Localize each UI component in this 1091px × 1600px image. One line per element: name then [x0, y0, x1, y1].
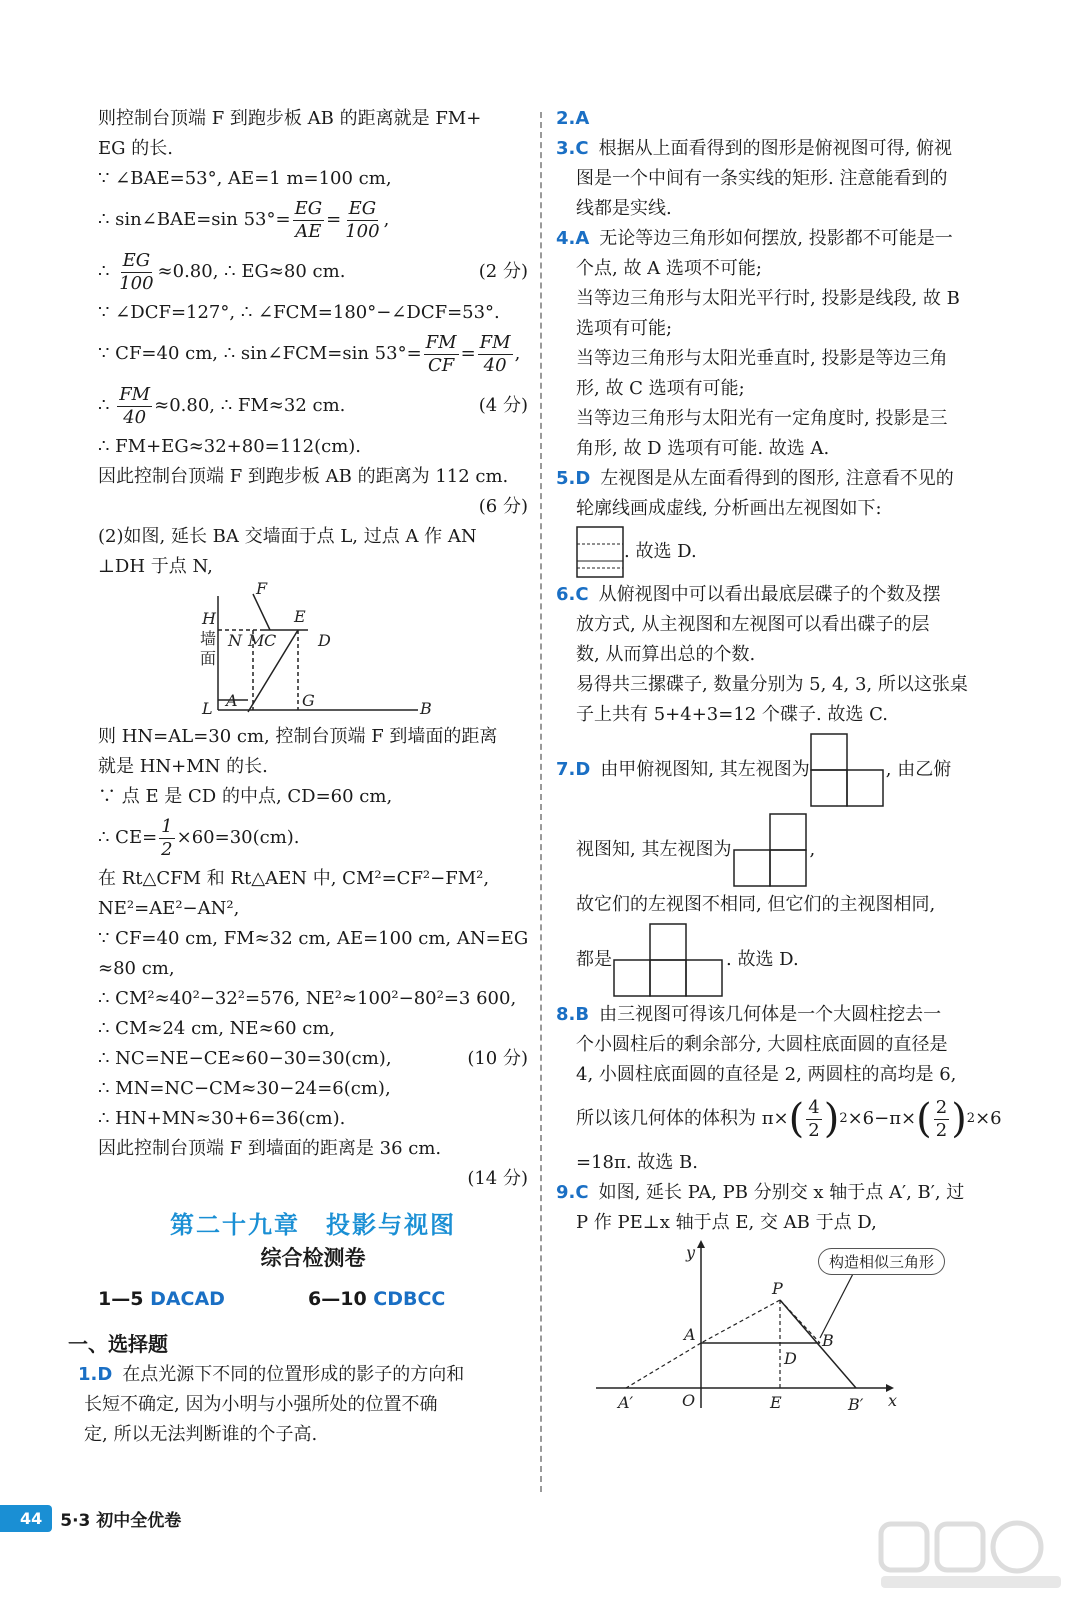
text-line: 轮廓线画成虚线, 分析画出左视图如下:	[576, 498, 882, 519]
label-L: L	[202, 699, 213, 718]
label-D: D	[784, 1349, 797, 1368]
question-2: 2.A	[556, 108, 590, 129]
text-line: ∴ FM+EG≈32+80=112(cm).	[98, 436, 362, 457]
text-line: 视图知, 其左视图为 ,	[556, 810, 1018, 890]
question-7: 7.D 由甲俯视图知, 其左视图为 , 由乙俯	[556, 730, 1018, 810]
text-line: P 作 PE⊥x 轴于点 E, 交 AB 于点 D,	[576, 1212, 877, 1233]
text-line: 长短不确定, 因为小明与小强所处的位置不确	[84, 1394, 438, 1415]
text-line: 形, 故 C 选项有可能;	[576, 378, 745, 399]
formula-line: ∴ sin∠BAE=sin 53°= $\frac{EG}{AE}$ = $\frac{EG}{100}$ ,	[98, 197, 390, 242]
answer-key	[98, 1284, 528, 1314]
watermark-logo-icon	[871, 1514, 1071, 1594]
fraction: $\frac{FM}{40}$	[479, 331, 511, 376]
text-line: =18π. 故选 B.	[576, 1152, 698, 1173]
formula-line: 所以该几何体的体积为 π× ( $\frac{4}{2}$ ) 2 ×6−π× ( $\frac{2}{2}$ ) 2 ×6	[576, 1096, 1002, 1142]
answer-group-1: 1—5 DACAD	[98, 1288, 225, 1310]
label-B: B	[420, 699, 432, 718]
label-N: N	[228, 631, 242, 650]
text-line: 当等边三角形与太阳光有一定角度时, 投影是三	[576, 408, 948, 429]
text-line: 则 HN=AL=30 cm, 控制台顶端 F 到墙面的距离	[98, 726, 498, 747]
text-line: ∵ ∠DCF=127°, ∴ ∠FCM=180°−∠DCF=53°.	[98, 302, 500, 323]
left-column	[68, 104, 529, 1450]
label-F: F	[256, 582, 268, 598]
question-5: 5.D 左视图是从左面看得到的图形, 注意看不见的	[556, 468, 954, 489]
label-H: H	[202, 609, 216, 628]
label-A: A	[226, 691, 238, 710]
text-line: 当等边三角形与太阳光垂直时, 投影是等边三角	[576, 348, 948, 369]
text-line: 角形, 故 D 选项有可能. 故选 A.	[576, 438, 830, 459]
text-line: ∵ ∠BAE=53°, AE=1 m=100 cm,	[98, 168, 392, 189]
score: (4 分)	[478, 395, 528, 416]
text-line: 选项有可能;	[576, 318, 673, 339]
text-line: ∴ MN=NC−CM≈30−24=6(cm),	[98, 1078, 391, 1099]
label-x: x	[888, 1391, 898, 1410]
label-P: P	[772, 1279, 783, 1298]
text-line: 线都是实线.	[576, 198, 672, 219]
text-line: 都是 . 故选 D.	[556, 920, 1018, 1000]
text-line: (2)如图, 延长 BA 交墙面于点 L, 过点 A 作 AN	[98, 526, 477, 547]
treadmill-figure	[98, 582, 528, 722]
fraction: $\frac{EG}{100}$	[345, 197, 380, 242]
formula-line: ∴ $\frac{EG}{100}$ ≈0.80, ∴ EG≈80 cm. (2 分)	[98, 246, 528, 298]
label-E: E	[770, 1393, 782, 1412]
label-wall-2: 面	[200, 649, 217, 668]
text-line: 就是 HN+MN 的长.	[98, 756, 268, 777]
label-A-prime: A′	[618, 1393, 634, 1412]
book-title: 5·3 初中全优卷	[60, 1510, 182, 1531]
left-view-figure	[576, 526, 624, 578]
text-line: ∴ CM≈24 cm, NE≈60 cm,	[98, 1018, 336, 1039]
label-B-prime: B′	[848, 1395, 864, 1414]
label-O: O	[682, 1391, 696, 1410]
text-line: 4, 小圆柱底面圆的直径是 2, 两圆柱的高均是 6,	[576, 1064, 957, 1085]
page-footer	[0, 1500, 260, 1536]
label-y: y	[686, 1243, 696, 1262]
label-G: G	[302, 691, 315, 710]
fraction: $\frac{EG}{100}$	[119, 249, 154, 294]
label-wall-1: 墙	[200, 629, 217, 648]
label-D: D	[318, 631, 331, 650]
main-view-grid	[612, 923, 726, 997]
question-9: 9.C 如图, 延长 PA, PB 分别交 x 轴于点 A′, B′, 过	[556, 1182, 965, 1203]
text-line: 当等边三角形与太阳光平行时, 投影是线段, 故 B	[576, 288, 960, 309]
text-line: 故它们的左视图不相同, 但它们的主视图相同,	[576, 894, 936, 915]
text-line: EG 的长.	[98, 138, 173, 159]
score: (2 分)	[478, 261, 528, 282]
fraction: $\frac{FM}{40}$	[119, 383, 151, 428]
text-line: 因此控制台顶端 F 到跑步板 AB 的距离为 112 cm.	[98, 466, 509, 487]
question-3: 3.C 根据从上面看得到的图形是俯视图可得, 俯视	[556, 138, 953, 159]
answer-group-2: 6—10 CDBCC	[308, 1288, 446, 1310]
callout-bubble: 构造相似三角形	[818, 1248, 945, 1275]
text-line: . 故选 D.	[556, 524, 1018, 580]
question-6: 6.C 从俯视图中可以看出最底层碟子的个数及摆	[556, 584, 941, 605]
formula-text: ∴ sin∠BAE=sin 53°=	[98, 209, 291, 230]
left-view-grid-a	[810, 733, 886, 807]
label-A: A	[684, 1325, 696, 1344]
text-line: 易得共三摞碟子, 数量分别为 5, 4, 3, 所以这张桌	[576, 674, 968, 695]
left-view-grid-b	[731, 813, 809, 887]
label-C: C	[264, 631, 277, 650]
formula-line: ∴ CE= $\frac{1}{2}$ ×60=30(cm).	[98, 815, 300, 860]
section-heading: 一、选择题	[68, 1332, 168, 1356]
question-4: 4.A 无论等边三角形如何摆放, 投影都不可能是一	[556, 228, 953, 249]
coordinate-figure	[556, 1238, 996, 1418]
formula-line: ∴ $\frac{FM}{40}$ ≈0.80, ∴ FM≈32 cm. (4 分)	[98, 380, 528, 432]
text-line: 个点, 故 A 选项不可能;	[576, 258, 762, 279]
text-line: 图是一个中间有一条实线的矩形. 注意能看到的	[576, 168, 948, 189]
chapter-title: 第二十九章 投影与视图	[170, 1211, 456, 1239]
score: (6 分)	[478, 496, 528, 517]
formula-line: ∵ CF=40 cm, ∴ sin∠FCM=sin 53°= $\frac{FM}{CF}$ = $\frac{FM}{40}$ ,	[98, 331, 521, 376]
text-line: 个小圆柱后的剩余部分, 大圆柱底面圆的直径是	[576, 1034, 948, 1055]
text-line: ∵ 点 E 是 CD 的中点, CD=60 cm,	[98, 786, 393, 807]
text-line: 放方式, 从主视图和左视图可以看出碟子的层	[576, 614, 930, 635]
label-M: M	[248, 631, 265, 650]
question-1: 1.D 在点光源下不同的位置形成的影子的方向和	[78, 1364, 465, 1385]
formula-line: ∴ NC=NE−CE≈60−30=30(cm), (10 分)	[98, 1044, 528, 1074]
page-number: 44	[0, 1505, 52, 1532]
text-line: ∴ CM²≈40²−32²=576, NE²≈100²−80²=3 600,	[98, 988, 517, 1009]
fraction: $\frac{1}{2}$	[161, 815, 173, 860]
text-line: NE²=AE²−AN²,	[98, 898, 240, 919]
text-line: 因此控制台顶端 F 到墙面的距离是 36 cm.	[98, 1138, 442, 1159]
text-line: ∵ CF=40 cm, FM≈32 cm, AE=100 cm, AN=EG	[98, 928, 529, 949]
chapter-subtitle: 综合检测卷	[260, 1246, 366, 1270]
text-line: 在 Rt△CFM 和 Rt△AEN 中, CM²=CF²−FM²,	[98, 868, 490, 889]
fraction: $\frac{FM}{CF}$	[425, 331, 457, 376]
text-line: ⊥DH 于点 N,	[98, 556, 213, 577]
text-line: 则控制台顶端 F 到跑步板 AB 的距离就是 FM+	[98, 108, 482, 129]
label-E: E	[294, 607, 306, 626]
fraction: $\frac{EG}{AE}$	[294, 197, 323, 242]
label-B: B	[822, 1331, 834, 1350]
right-column	[556, 104, 1018, 1418]
text-line: ∴ HN+MN≈30+6=36(cm).	[98, 1108, 346, 1129]
text-line: 数, 从而算出总的个数.	[576, 644, 756, 665]
score: (14 分)	[467, 1168, 528, 1189]
text-line: 定, 所以无法判断谁的个子高.	[84, 1424, 318, 1445]
text-line: 子上共有 5+4+3=12 个碟子. 故选 C.	[576, 704, 888, 725]
question-8: 8.B 由三视图可得该几何体是一个大圆柱挖去一	[556, 1004, 942, 1025]
column-divider	[540, 112, 542, 1492]
score: (10 分)	[467, 1048, 528, 1069]
text-line: ≈80 cm,	[98, 958, 175, 979]
